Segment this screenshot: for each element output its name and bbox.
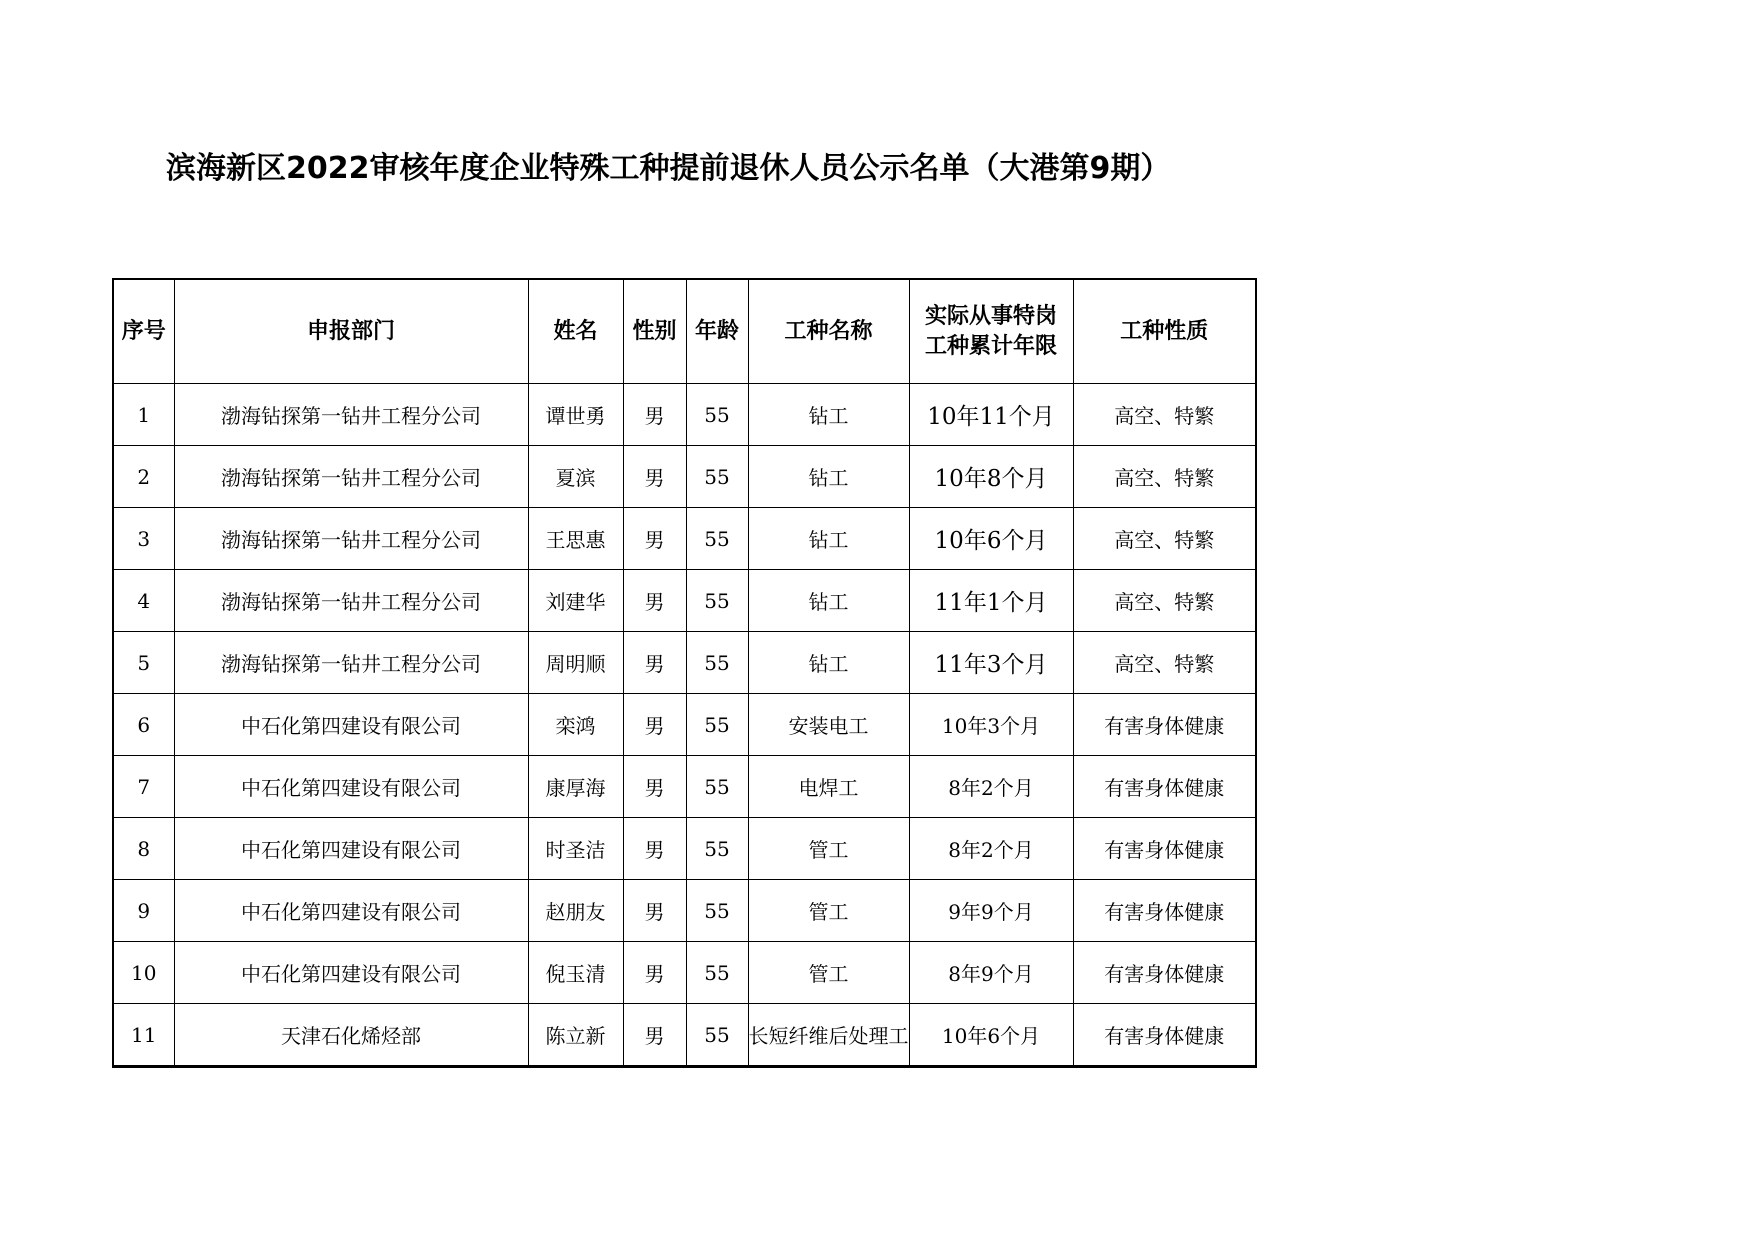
- cell-seq: 6: [113, 694, 174, 756]
- cell-job: 长短纤维后处理工: [748, 1004, 909, 1067]
- cell-age: 55: [686, 446, 748, 508]
- cell-years: 10年8个月: [909, 446, 1073, 508]
- cell-job: 钻工: [748, 384, 909, 446]
- cell-age: 55: [686, 570, 748, 632]
- cell-dept: 渤海钻探第一钻井工程分公司: [174, 508, 528, 570]
- cell-dept: 渤海钻探第一钻井工程分公司: [174, 446, 528, 508]
- header-years: [909, 279, 1073, 384]
- table-row: [113, 694, 1256, 756]
- cell-name: 谭世勇: [528, 384, 623, 446]
- header-gender: 性别: [623, 279, 686, 384]
- table-row: [113, 384, 1256, 446]
- cell-dept: 中石化第四建设有限公司: [174, 756, 528, 818]
- cell-nature: 有害身体健康: [1073, 1004, 1256, 1067]
- header-years-line2: 工种累计年限: [924, 333, 1057, 359]
- table-header-row: [113, 279, 1256, 384]
- cell-gender: 男: [623, 694, 686, 756]
- cell-gender: 男: [623, 446, 686, 508]
- cell-seq: 10: [113, 942, 174, 1004]
- cell-gender: 男: [623, 570, 686, 632]
- cell-age: 55: [686, 880, 748, 942]
- cell-gender: 男: [623, 508, 686, 570]
- table-row: [113, 632, 1256, 694]
- table-body: [113, 384, 1256, 1067]
- cell-nature: 有害身体健康: [1073, 942, 1256, 1004]
- cell-gender: 男: [623, 880, 686, 942]
- cell-dept: 渤海钻探第一钻井工程分公司: [174, 570, 528, 632]
- cell-gender: 男: [623, 1004, 686, 1067]
- cell-dept: 中石化第四建设有限公司: [174, 818, 528, 880]
- cell-seq: 2: [113, 446, 174, 508]
- cell-gender: 男: [623, 756, 686, 818]
- header-nature: 工种性质: [1073, 279, 1256, 384]
- table-row: [113, 1004, 1256, 1067]
- cell-years: 9年9个月: [909, 880, 1073, 942]
- cell-name: 栾鸿: [528, 694, 623, 756]
- cell-age: 55: [686, 1004, 748, 1067]
- cell-job: 管工: [748, 880, 909, 942]
- cell-seq: 11: [113, 1004, 174, 1067]
- cell-gender: 男: [623, 942, 686, 1004]
- cell-years: 10年6个月: [909, 1004, 1073, 1067]
- cell-nature: 高空、特繁: [1073, 384, 1256, 446]
- header-dept: 申报部门: [174, 279, 528, 384]
- cell-seq: 8: [113, 818, 174, 880]
- table-row: [113, 570, 1256, 632]
- cell-nature: 高空、特繁: [1073, 508, 1256, 570]
- cell-name: 赵朋友: [528, 880, 623, 942]
- cell-years: 8年9个月: [909, 942, 1073, 1004]
- cell-nature: 有害身体健康: [1073, 818, 1256, 880]
- cell-seq: 3: [113, 508, 174, 570]
- cell-nature: 高空、特繁: [1073, 446, 1256, 508]
- cell-gender: 男: [623, 818, 686, 880]
- cell-years: 11年3个月: [909, 632, 1073, 694]
- cell-gender: 男: [623, 384, 686, 446]
- cell-age: 55: [686, 756, 748, 818]
- document-title: 滨海新区2022审核年度企业特殊工种提前退休人员公示名单（大港第9期）: [166, 151, 1171, 186]
- cell-job: 安装电工: [748, 694, 909, 756]
- cell-job: 钻工: [748, 570, 909, 632]
- cell-nature: 有害身体健康: [1073, 756, 1256, 818]
- cell-nature: 高空、特繁: [1073, 632, 1256, 694]
- cell-name: 康厚海: [528, 756, 623, 818]
- cell-seq: 4: [113, 570, 174, 632]
- cell-job: 管工: [748, 942, 909, 1004]
- cell-seq: 1: [113, 384, 174, 446]
- cell-job: 管工: [748, 818, 909, 880]
- cell-age: 55: [686, 694, 748, 756]
- cell-name: 倪玉清: [528, 942, 623, 1004]
- cell-name: 陈立新: [528, 1004, 623, 1067]
- cell-age: 55: [686, 384, 748, 446]
- cell-age: 55: [686, 818, 748, 880]
- header-seq: 序号: [113, 279, 174, 384]
- cell-name: 王思惠: [528, 508, 623, 570]
- cell-age: 55: [686, 942, 748, 1004]
- table-row: [113, 756, 1256, 818]
- cell-years: 8年2个月: [909, 818, 1073, 880]
- cell-dept: 中石化第四建设有限公司: [174, 880, 528, 942]
- cell-years: 8年2个月: [909, 756, 1073, 818]
- cell-age: 55: [686, 632, 748, 694]
- cell-seq: 7: [113, 756, 174, 818]
- cell-name: 夏滨: [528, 446, 623, 508]
- header-years-line1: 实际从事特岗: [924, 303, 1057, 329]
- table-row: [113, 818, 1256, 880]
- cell-nature: 高空、特繁: [1073, 570, 1256, 632]
- cell-dept: 中石化第四建设有限公司: [174, 694, 528, 756]
- cell-name: 刘建华: [528, 570, 623, 632]
- table-row: [113, 880, 1256, 942]
- cell-seq: 5: [113, 632, 174, 694]
- cell-job: 钻工: [748, 508, 909, 570]
- table-row: [113, 942, 1256, 1004]
- cell-nature: 有害身体健康: [1073, 880, 1256, 942]
- cell-age: 55: [686, 508, 748, 570]
- cell-name: 周明顺: [528, 632, 623, 694]
- cell-seq: 9: [113, 880, 174, 942]
- cell-dept: 天津石化烯烃部: [174, 1004, 528, 1067]
- cell-dept: 中石化第四建设有限公司: [174, 942, 528, 1004]
- table-row: [113, 446, 1256, 508]
- cell-name: 时圣洁: [528, 818, 623, 880]
- cell-job: 钻工: [748, 446, 909, 508]
- header-job: 工种名称: [748, 279, 909, 384]
- cell-gender: 男: [623, 632, 686, 694]
- cell-job: 电焊工: [748, 756, 909, 818]
- table-row: [113, 508, 1256, 570]
- header-age: 年龄: [686, 279, 748, 384]
- cell-years: 10年6个月: [909, 508, 1073, 570]
- cell-years: 10年3个月: [909, 694, 1073, 756]
- cell-nature: 有害身体健康: [1073, 694, 1256, 756]
- header-name: 姓名: [528, 279, 623, 384]
- cell-dept: 渤海钻探第一钻井工程分公司: [174, 632, 528, 694]
- cell-job: 钻工: [748, 632, 909, 694]
- cell-dept: 渤海钻探第一钻井工程分公司: [174, 384, 528, 446]
- cell-years: 11年1个月: [909, 570, 1073, 632]
- cell-years: 10年11个月: [909, 384, 1073, 446]
- retirement-roster-table: [112, 278, 1257, 1068]
